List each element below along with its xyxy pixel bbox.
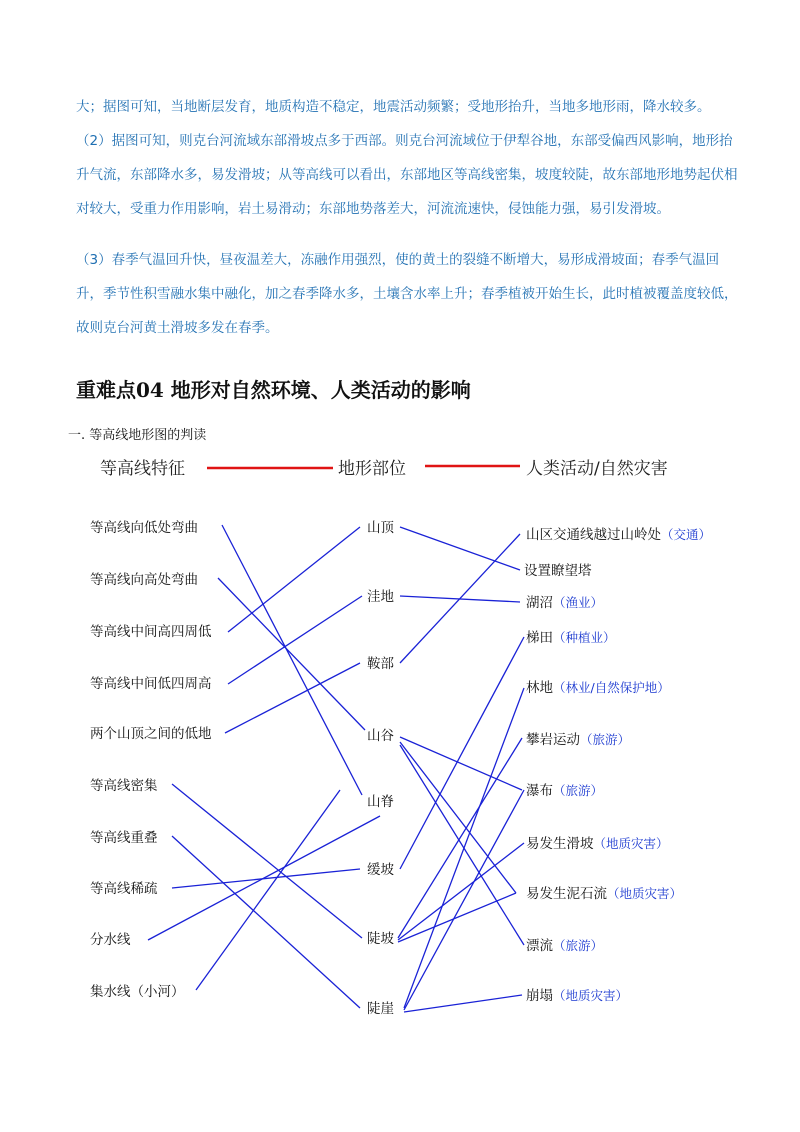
- section-title: 重难点04 地形对自然环境、人类活动的影响: [76, 378, 471, 402]
- connector-line: [404, 995, 522, 1012]
- right-label: 易发生泥石流（地质灾害）: [526, 886, 683, 902]
- right-label: 易发生滑坡（地质灾害）: [526, 836, 669, 852]
- answer-line-1: 大；据图可知，当地断层发育，地质构造不稳定，地震活动频繁；受地形抬升，当地多地形雨，降水较多。: [76, 99, 711, 115]
- header-terrain-parts: 地形部位: [338, 459, 406, 479]
- left-label: 等高线重叠: [90, 830, 158, 846]
- answer-paragraph-3: （3）春季气温回升快，昼夜温差大，冻融作用强烈，使的黄土的裂缝不断增大，易形成滑坡面；春季气温回升，季节性积雪融水集中融化，加之春季降水多，土壤含水率上升；春季植被开始生长，此时植被覆盖度较低，故则克台河黄土滑坡多发在春季。: [76, 252, 738, 336]
- right-label: 设置瞭望塔: [524, 563, 592, 579]
- connector-line: [400, 742, 516, 893]
- connector-line: [400, 534, 520, 663]
- right-label: 攀岩运动（旅游）: [526, 732, 631, 748]
- connector-line: [196, 790, 340, 990]
- left-label: 集水线（小河）: [90, 984, 185, 1000]
- connector-line: [228, 527, 360, 632]
- left-label: 等高线向高处弯曲: [90, 572, 198, 588]
- connector-line: [222, 525, 362, 795]
- connector-line: [400, 527, 520, 570]
- left-label: 等高线稀疏: [90, 881, 158, 897]
- connector-line: [148, 816, 380, 940]
- connector-line: [400, 737, 522, 790]
- middle-label: 洼地: [367, 589, 394, 605]
- answer-paragraph-2: （2）据图可知，则克台河流域东部滑坡点多于西部。则克台河流域位于伊犁谷地，东部受偏西风影响，地形抬升气流，东部降水多，易发滑坡；从等高线可以看出，东部地区等高线密集，坡度较陡，故东部地形地势起伏相对较大，受重力作用影响，岩土易滑动；东部地势落差大，河流流速快，侵蚀能力强，易引发滑坡。: [76, 133, 738, 217]
- left-label: 等高线密集: [90, 778, 158, 794]
- connector-line: [172, 784, 362, 938]
- middle-label: 山顶: [367, 520, 394, 536]
- connector-line: [225, 663, 360, 733]
- connector-line: [172, 869, 360, 888]
- left-label: 分水线: [90, 932, 131, 948]
- connector-line: [218, 578, 365, 730]
- left-label: 等高线中间低四周高: [90, 676, 212, 692]
- middle-label: 山脊: [367, 794, 394, 810]
- header-human-activity: 人类活动/自然灾害: [526, 459, 668, 479]
- middle-label: 陡坡: [367, 931, 394, 947]
- left-label: 等高线向低处弯曲: [90, 520, 198, 536]
- middle-label: 鞍部: [367, 656, 394, 672]
- middle-label: 山谷: [367, 728, 394, 744]
- connector-line: [172, 836, 360, 1008]
- right-label: 湖沼（渔业）: [526, 595, 604, 611]
- right-label: 梯田（种植业）: [526, 630, 616, 646]
- section-subtitle: 一. 等高线地形图的判读: [68, 428, 207, 443]
- right-label: 山区交通线越过山岭处（交通）: [526, 527, 712, 543]
- right-label: 林地（林业/自然保护地）: [526, 680, 670, 696]
- connector-line: [404, 688, 524, 1008]
- right-label: 漂流（旅游）: [526, 938, 604, 954]
- middle-label: 缓坡: [367, 862, 394, 878]
- header-contour-features: 等高线特征: [100, 459, 185, 479]
- left-label: 两个山顶之间的低地: [90, 726, 212, 742]
- right-label: 瀑布（旅游）: [526, 783, 604, 799]
- right-label: 崩塌（地质灾害）: [526, 988, 629, 1004]
- left-label: 等高线中间高四周低: [90, 624, 212, 640]
- connector-line: [398, 893, 516, 942]
- middle-label: 陡崖: [367, 1001, 394, 1017]
